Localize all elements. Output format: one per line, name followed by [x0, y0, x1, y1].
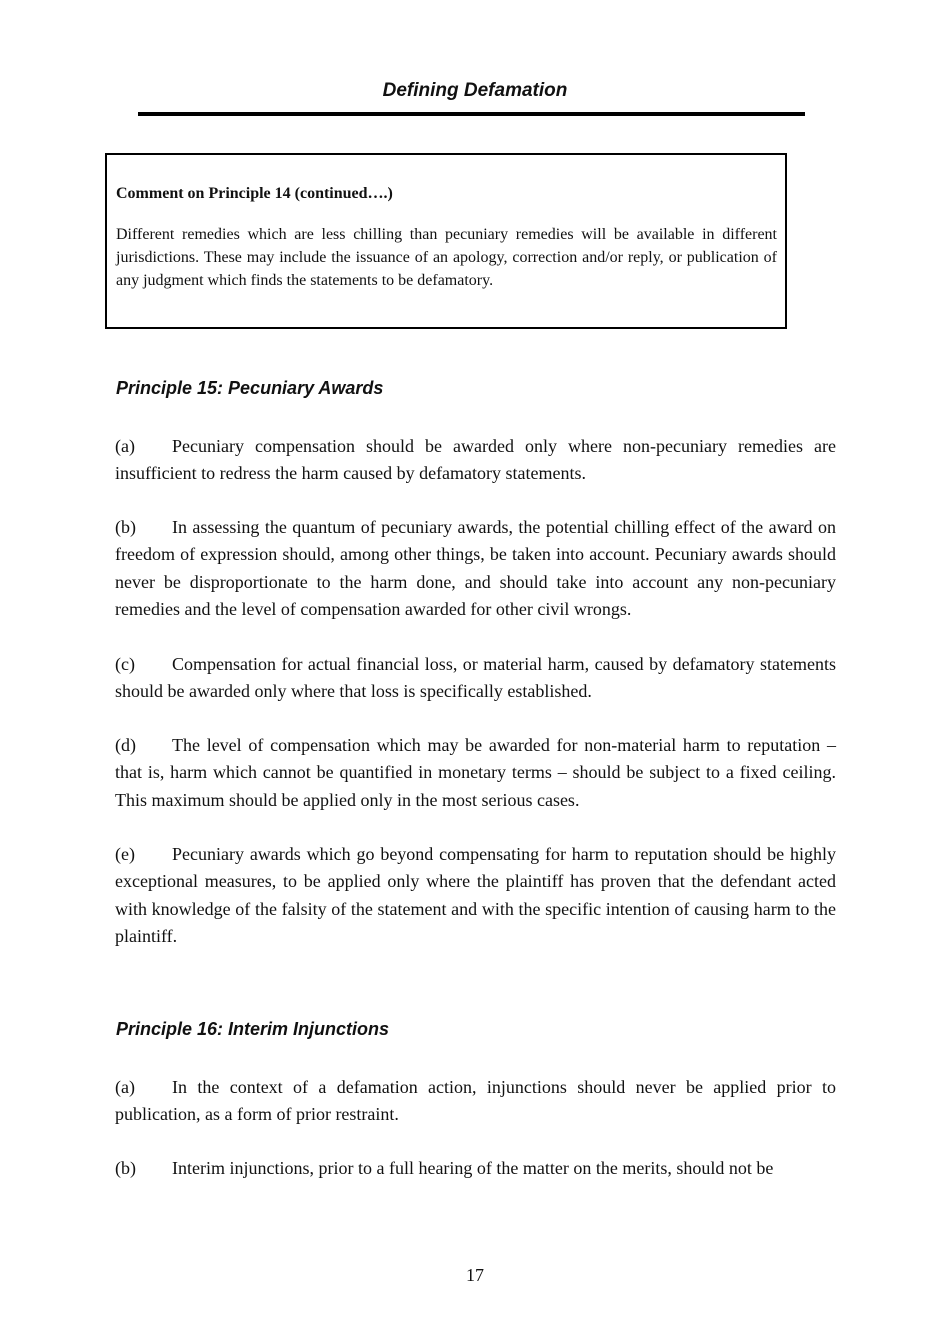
running-header-title: Defining Defamation [382, 80, 568, 101]
paragraph-label: (e) [115, 844, 135, 864]
paragraph-text: Pecuniary awards which go beyond compensating for harm to reputation should be highly exceptional measures, to be applied only where the plaintiff has proven that the defendant acted with knowledge of the falsity of the statement and with the specific intention of causing harm to the plaintiff. [115, 844, 836, 946]
principle-15-paragraph-a [115, 433, 836, 488]
paragraph-text: In the context of a defamation action, injunctions should never be applied prior to publication, as a form of prior restraint. [115, 1077, 836, 1125]
principle-15-heading: Principle 15: Pecuniary Awards [116, 378, 384, 398]
paragraph-label: (b) [115, 517, 136, 537]
principle-15-paragraph-d [115, 732, 836, 814]
paragraph-label: (b) [115, 1158, 136, 1178]
comment-title: Comment on Principle 14 (continued….) [116, 185, 393, 202]
paragraph-text: The level of compensation which may be awarded for non-material harm to reputation – that is, harm which cannot be quantified in monetary terms – should be subject to a fixed ceiling. This maximum should be applied only in the most serious cases. [115, 735, 836, 810]
header-rule [138, 112, 805, 116]
paragraph-text: Pecuniary compensation should be awarded only where non-pecuniary remedies are insufficient to redress the harm caused by defamatory statements. [115, 436, 836, 484]
paragraph-label: (d) [115, 735, 136, 755]
paragraph-text: Compensation for actual financial loss, or material harm, caused by defamatory statements should be awarded only where that loss is specifically established. [115, 654, 836, 702]
paragraph-label: (a) [115, 436, 135, 456]
principle-16-paragraph-a [115, 1074, 836, 1129]
principle-15-paragraph-c [115, 651, 836, 706]
paragraph-label: (a) [115, 1077, 135, 1097]
principle-16-heading: Principle 16: Interim Injunctions [116, 1019, 390, 1039]
principle-15-paragraph-b [115, 514, 836, 623]
page-number: 17 [466, 1265, 484, 1285]
comment-box [105, 153, 787, 329]
paragraph-label: (c) [115, 654, 135, 674]
principle-15-paragraph-e [115, 841, 836, 950]
paragraph-text: Interim injunctions, prior to a full hearing of the matter on the merits, should not be [172, 1158, 774, 1178]
comment-text: Different remedies which are less chilling than pecuniary remedies will be available in different jurisdictions. These may include the issuance of an apology, correction and/or reply, or publication of any judgment which finds the statements to be defamatory. [116, 226, 777, 289]
principle-16-paragraph-b [115, 1155, 836, 1182]
paragraph-text: In assessing the quantum of pecuniary awards, the potential chilling effect of the award on freedom of expression should, among other things, be taken into account. Pecuniary awards should never be disproportionate to the harm done, and should take into account any non-pecuniary remedies and the level of compensation awarded for other civil wrongs. [115, 517, 836, 619]
